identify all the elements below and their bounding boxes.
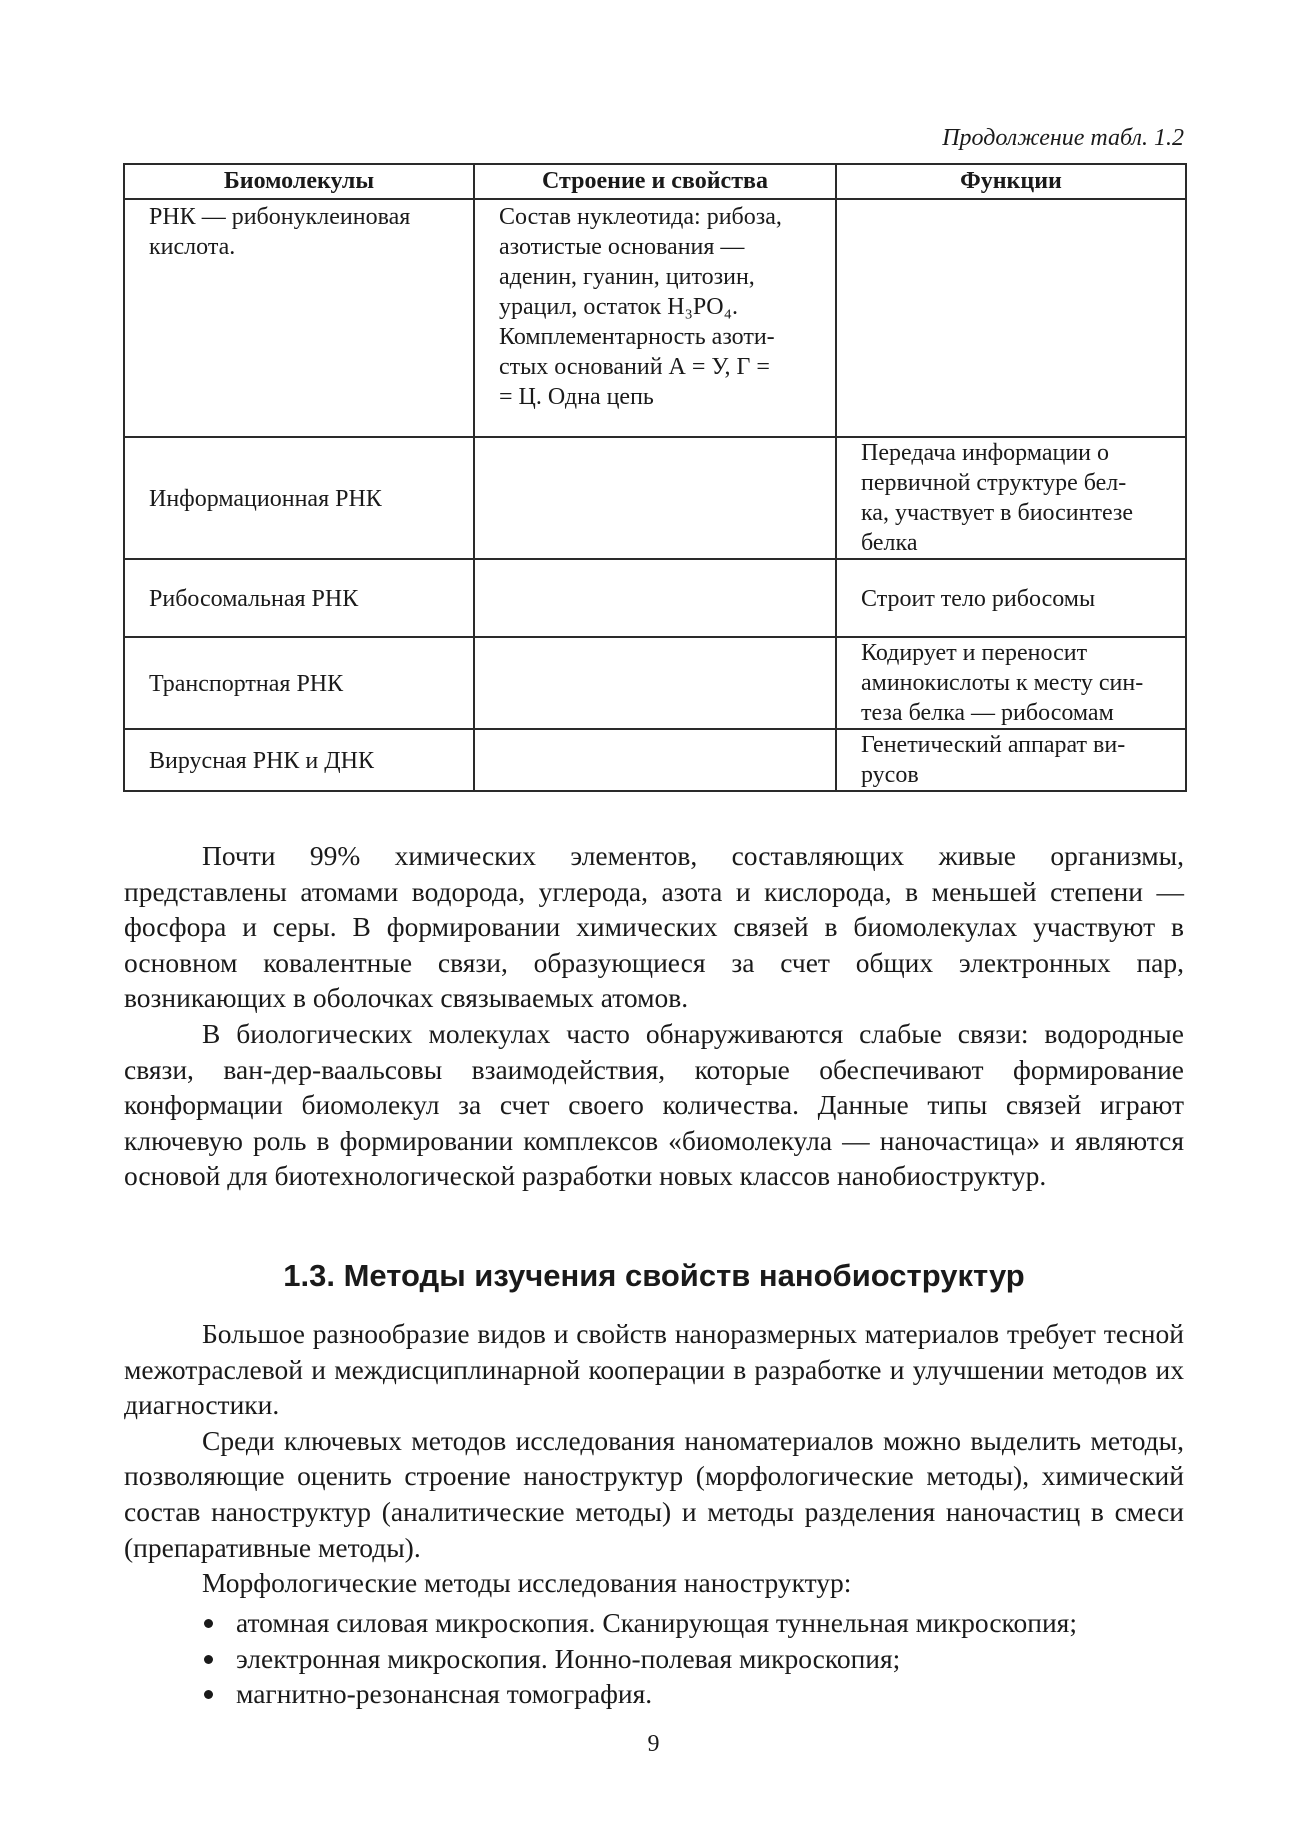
table-row [124, 729, 1186, 791]
cell-function [836, 729, 1186, 791]
cell-biomolecule-text: Вирусная РНК и ДНК [149, 748, 374, 774]
paragraph: Почти 99% химических элементов, составляющих живые организмы, представлены атомами водорода, углерода, азота и кислорода, в меньшей степени — фосфора и серы. В формировании химических связей в биомолекулах участвуют в основном ковалентные связи, образующиеся за счет общих электронных пар, возникающих в оболочках связываемых атомов. [124, 840, 1184, 1014]
cell-structure [474, 729, 836, 791]
table-row [124, 199, 1186, 437]
cell-biomolecule-text: Рибосомальная РНК [149, 586, 359, 612]
cell-structure [474, 637, 836, 729]
cell-biomolecule [124, 559, 474, 637]
cell-biomolecule [124, 437, 474, 559]
cell-biomolecule [124, 729, 474, 791]
section-heading: 1.3. Методы изучения свойств нанобиоструктур [283, 1258, 1025, 1293]
table-row [124, 559, 1186, 637]
table-header-row [124, 164, 1186, 199]
cell-function [836, 437, 1186, 559]
cell-biomolecule-text: Транспортная РНК [149, 671, 344, 697]
cell-structure [474, 559, 836, 637]
paragraph: Морфологические методы исследования наноструктур: [202, 1567, 852, 1599]
header-functions: Функции [836, 164, 1186, 199]
cell-biomolecule-text: Информационная РНК [149, 486, 382, 512]
list-item [124, 1605, 1184, 1641]
cell-structure [474, 199, 836, 437]
list-item [124, 1676, 1184, 1712]
page-number: 9 [647, 1731, 660, 1757]
table-continuation-caption: Продолжение табл. 1.2 [942, 125, 1184, 151]
bullet-icon [204, 1619, 213, 1628]
cell-biomolecule [124, 637, 474, 729]
cell-function [836, 637, 1186, 729]
header-biomolecules: Биомолекулы [124, 164, 474, 199]
cell-biomolecule-text: РНК — рибонуклеиновая кислота. [149, 204, 411, 260]
table-row [124, 437, 1186, 559]
paragraph: Большое разнообразие видов и свойств наноразмерных материалов требует тесной межотраслевой и междисциплинарной кооперации в разработке и улучшении методов их диагностики. [124, 1318, 1184, 1421]
bullet-icon [204, 1690, 213, 1699]
table-row [124, 637, 1186, 729]
body-text-top [124, 838, 1184, 1194]
cell-function [836, 559, 1186, 637]
biomolecules-table [123, 163, 1187, 792]
bullet-icon [204, 1655, 213, 1664]
paragraph: Среди ключевых методов исследования наноматериалов можно выделить методы, позволяющие оценить строение наноструктур (морфологические методы), химический состав наноструктур (аналитические методы) и методы разделения наночастиц в смеси (препаративные методы). [124, 1424, 1184, 1563]
list-item [124, 1641, 1184, 1677]
cell-function-text: Кодирует и переносит аминокислоты к месту син- теза белка — рибосомам [861, 640, 1144, 726]
list-item-text: атомная силовая микроскопия. Сканирующая туннельная микроскопия; [236, 1607, 1077, 1638]
methods-bullet-list [124, 1605, 1184, 1712]
list-item-text: электронная микроскопия. Ионно-полевая микроскопия; [236, 1642, 901, 1674]
cell-function-text: Строит тело рибосомы [861, 586, 1096, 612]
list-item-text: магнитно-резонансная томография. [236, 1678, 653, 1710]
cell-function-text: Передача информации о первичной структуре бел- ка, участвует в биосинтезе белка [861, 440, 1134, 556]
cell-biomolecule [124, 199, 474, 437]
body-text-bottom [124, 1316, 1184, 1601]
cell-structure [474, 437, 836, 559]
paragraph: В биологических молекулах часто обнаруживаются слабые связи: водородные связи, ван-дер-ваальсовы взаимодействия, которые обеспечивают формирование конформации биомолекул за счет своего количества. Данные типы связей играют ключевую роль в формировании комплексов «биомолекула — наночастица» и являются основой для биотехнологической разработки новых классов нанобиоструктур. [124, 1017, 1184, 1192]
cell-structure-text: Состав нуклеотида: рибоза, азотистые основания — аденин, гуанин, цитозин, урацил, остаток H₃PO₄. Комплементарность азоти- стых оснований А = У, Г = = Ц. Одна цепь [499, 204, 782, 410]
cell-function [836, 199, 1186, 437]
cell-function-text: Генетический аппарат ви- русов [861, 732, 1126, 788]
header-structure: Строение и свойства [474, 164, 836, 199]
